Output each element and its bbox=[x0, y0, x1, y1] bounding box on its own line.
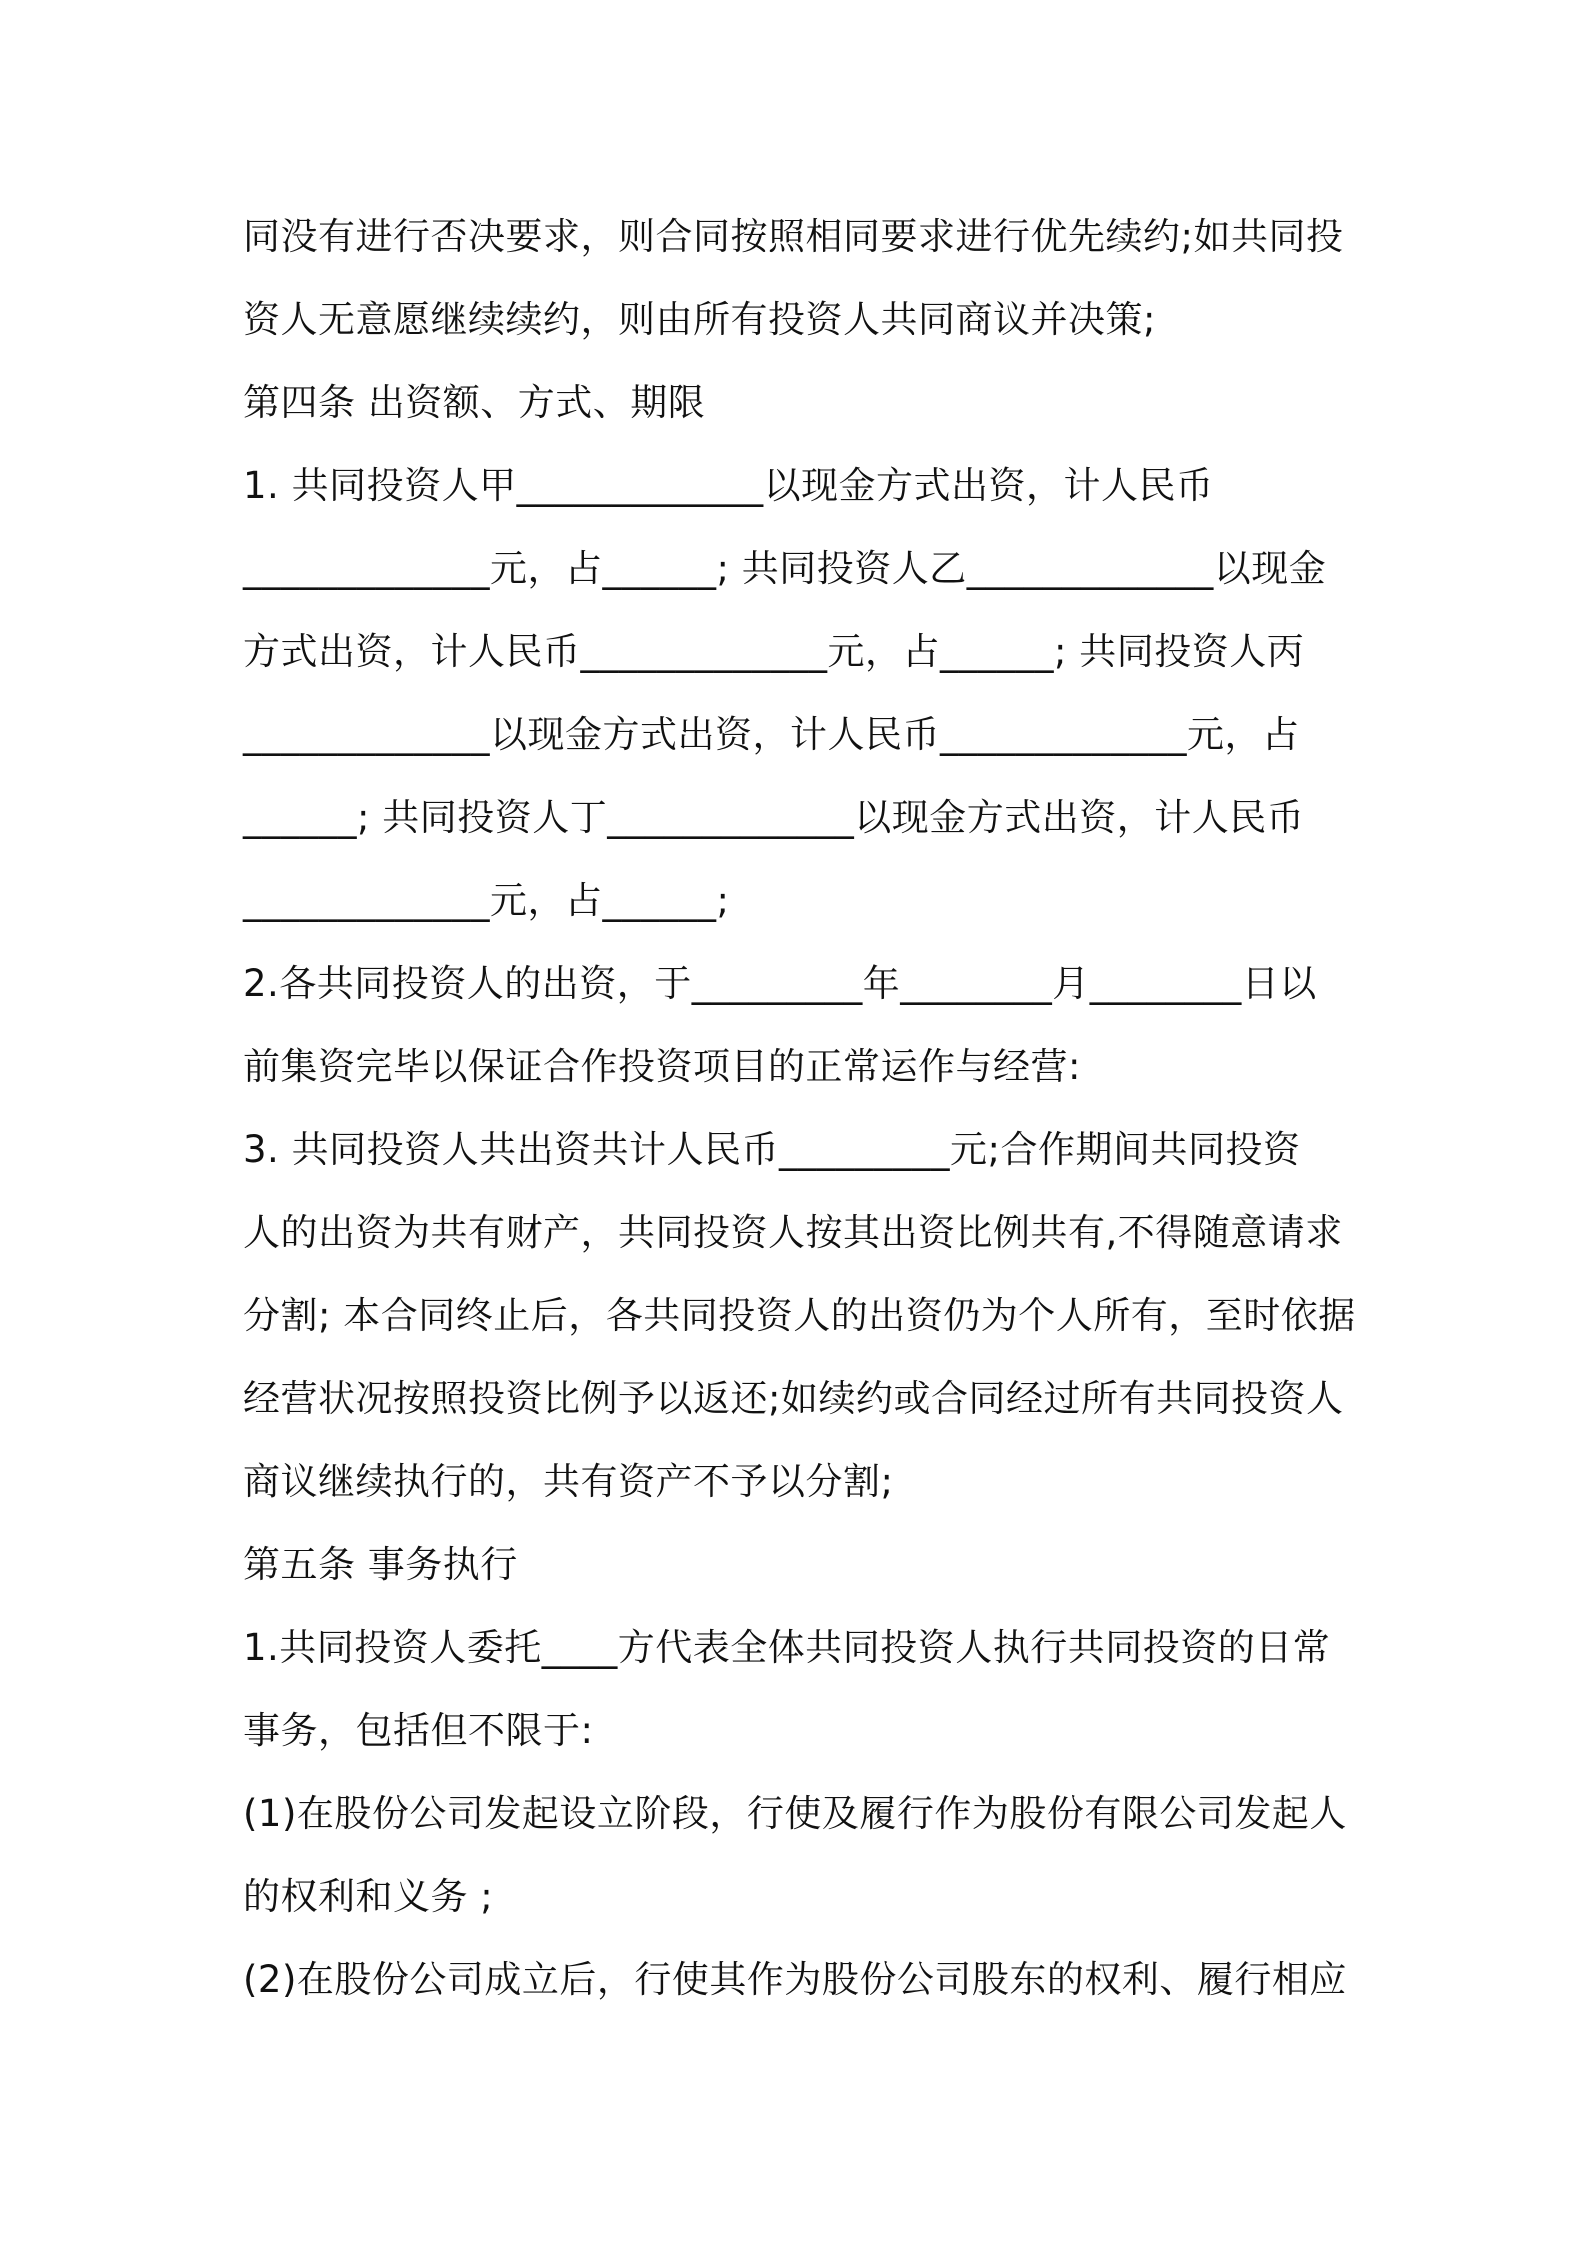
text-line: 2.各共同投资人的出资，于_________年________月________日以 bbox=[243, 962, 1317, 1005]
section-heading: 第四条 出资额、方式、期限 bbox=[243, 381, 706, 424]
text-line: (2)在股份公司成立后，行使其作为股份公司股东的权利、履行相应 bbox=[243, 1958, 1347, 2001]
text-line: 人的出资为共有财产，共同投资人按其出资比例共有,不得随意请求 bbox=[243, 1211, 1343, 1254]
section-heading: 第五条 事务执行 bbox=[243, 1543, 518, 1586]
text-line: 1. 共同投资人甲_____________以现金方式出资，计人民币 bbox=[243, 464, 1214, 507]
document-page bbox=[243, 195, 1373, 2021]
text-line: 同没有进行否决要求，则合同按照相同要求进行优先续约;如共同投 bbox=[243, 215, 1344, 258]
text-line: 3. 共同投资人共出资共计人民币_________元;合作期间共同投资 bbox=[243, 1128, 1301, 1171]
text-line: ______; 共同投资人丁_____________以现金方式出资，计人民币 bbox=[243, 796, 1305, 839]
text-line: (1)在股份公司发起设立阶段，行使及履行作为股份有限公司发起人 bbox=[243, 1792, 1347, 1835]
text-line: 经营状况按照投资比例予以返还;如续约或合同经过所有共同投资人 bbox=[243, 1377, 1344, 1420]
text-line: 资人无意愿继续续约，则由所有投资人共同商议并决策; bbox=[243, 298, 1156, 341]
text-line: _____________元，占______; 共同投资人乙_____________以现金 bbox=[243, 547, 1327, 590]
text-line: 商议继续执行的，共有资产不予以分割; bbox=[243, 1460, 894, 1503]
text-line: 方式出资，计人民币_____________元，占______; 共同投资人丙 bbox=[243, 630, 1305, 673]
text-line: 前集资完毕以保证合作投资项目的正常运作与经营: bbox=[243, 1045, 1081, 1088]
text-line: 事务，包括但不限于: bbox=[243, 1709, 594, 1752]
text-line: _____________元，占______; bbox=[243, 879, 730, 922]
text-line: 1.共同投资人委托____方代表全体共同投资人执行共同投资的日常 bbox=[243, 1626, 1331, 1669]
text-line: 的权利和义务 ; bbox=[243, 1875, 494, 1918]
text-line: 分割; 本合同终止后，各共同投资人的出资仍为个人所有，至时依据 bbox=[243, 1294, 1356, 1337]
text-line: _____________以现金方式出资，计人民币_____________元，占 bbox=[243, 713, 1300, 756]
